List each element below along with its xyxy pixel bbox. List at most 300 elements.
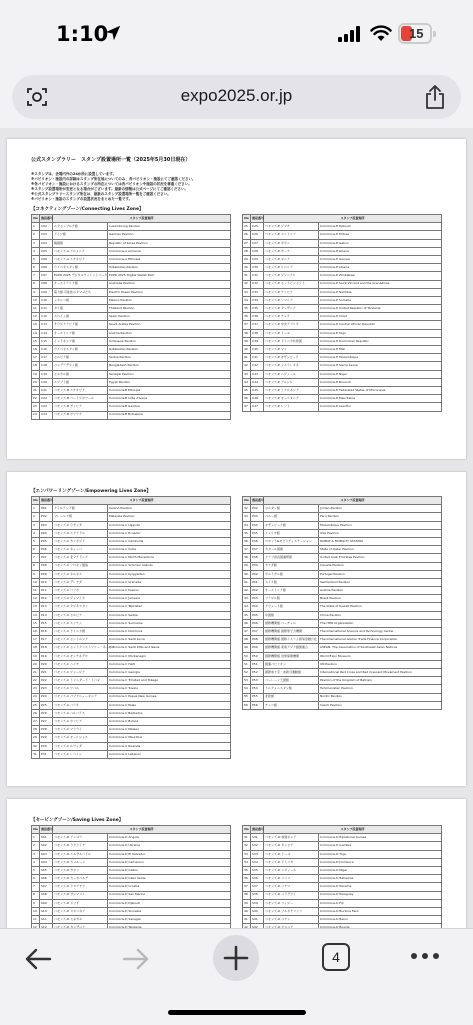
cell-name-en: Commons-E Mozambique [319,354,442,362]
table-row [243,378,442,386]
col-header-no: No [243,215,251,223]
cell-no: 26 [243,231,251,239]
cell-name-ja: コモンズ-B ボツワナ [53,411,108,419]
table-row [32,883,231,891]
cell-name-en: Commons-D Ukraine [108,842,231,850]
cell-code: P02 [40,513,53,521]
col-header-code: 施設番号 [251,497,264,505]
cell-name-en: The International Islamic Trade Finance Corporation [319,636,442,644]
cell-name-en: Commons-E Djibouti [319,223,442,231]
cell-code: S11 [40,916,53,924]
cell-no: 6 [32,875,40,883]
table-row [32,280,231,288]
table-row [32,513,231,521]
table-row [32,850,231,858]
table-header-row [243,826,442,834]
cell-name-en: Commons-C Trinidad and Tobago [108,677,231,685]
cell-no: 54 [243,685,251,693]
cell-no: 26 [32,709,40,717]
col-header-place: スタンプ設置場所 [53,826,231,834]
table-row [32,231,231,239]
table-row [243,916,442,924]
cell-name-ja: コモンズ-E シエラレオネ [264,362,319,370]
cell-code: P28 [40,726,53,734]
cell-no: 31 [32,750,40,758]
cell-name-ja: コモンズ-C キューバ [53,546,108,554]
cell-name-en: Commons-C Suriname [108,619,231,627]
cell-code: C19 [40,370,53,378]
cell-name-en: China Pavilion [319,611,442,619]
plus-icon [223,945,249,971]
cell-no: 35 [243,866,251,874]
cell-name-en: Commons-C Uganda [108,521,231,529]
cell-name-en: Commons-C Solomon Islands [108,562,231,570]
cell-code: C34 [251,296,264,304]
cell-name-ja: コモンズ-C モーリシャス [53,734,108,742]
cell-no: 37 [243,321,251,329]
table-row [32,578,231,586]
table-row [32,570,231,578]
status-time: 1:10 [56,22,109,46]
cell-code: P32 [251,505,264,513]
cell-name-en: International Red Cross and Red Crescent Movement Pavilion [319,668,442,676]
cell-name-en: Mozambique Pavilion [319,521,442,529]
cell-no: 47 [243,403,251,411]
cell-name-en: Uzbekistan Pavilion [108,264,231,272]
cell-no: 28 [32,726,40,734]
cell-name-en: Commons-D Panama [319,883,442,891]
cell-name-en: Luxembourg Pavilion [108,223,231,231]
cell-name-en: Peru Pavilion [319,513,442,521]
cell-name-ja: コモンズ-E ガボン [264,239,319,247]
table-row [243,619,442,627]
cell-no: 25 [243,223,251,231]
cell-code: S06 [40,875,53,883]
cell-name-ja: コモンズ-E ブルンジ [264,378,319,386]
cell-code: P37 [251,546,264,554]
cell-name-en: Commons-C Tajikistan [108,603,231,611]
cell-name-en: Commons-D Paraguay [319,891,442,899]
cell-code: C42 [251,362,264,370]
cell-name-ja: 国連パビリオン [264,660,319,668]
cell-code: P09 [40,570,53,578]
cell-name-en: Commons-D Burkina Faso [319,907,442,915]
table-row [32,858,231,866]
cell-name-ja: コモンズ-C トリニダード・トバゴ [53,677,108,685]
cell-name-ja: コモンズ-C モンテネグロ [53,652,108,660]
cell-name-ja: コモンズ-C ウガンダ [53,521,108,529]
cell-name-en: Commons-D Senegal [108,916,231,924]
cell-code: S41 [251,916,264,924]
cell-name-ja: 国際機関館 バーチャル [264,619,319,627]
cell-name-en: Commons-E Mali [319,346,442,354]
cell-code: C15 [40,337,53,345]
cell-no: 37 [243,883,251,891]
cell-no: 2 [32,842,40,850]
url-text[interactable]: expo2025.or.jp [180,86,293,105]
cell-name-en: Commons-D Dominica [319,858,442,866]
cell-name-ja: コモンズ-C ジョージア [53,668,108,676]
table-row [32,554,231,562]
cell-name-ja: アイルランド館 [53,505,108,513]
table-row [32,742,231,750]
cell-code: P35 [251,529,264,537]
table-row [243,305,442,313]
cell-name-en: Commons-C North Macedonia [108,554,231,562]
cell-code: S32 [251,842,264,850]
cell-name-en: Commons-C Palau [108,701,231,709]
stamp-table-right [242,214,442,412]
cell-name-ja: サウジアラビア館 [53,321,108,329]
cell-code: C41 [251,354,264,362]
cell-name-ja: オーストリア館 [264,587,319,595]
cell-no: 6 [32,264,40,272]
cell-code: C37 [251,321,264,329]
table-row [32,346,231,354]
table-row [32,842,231,850]
cell-no: 23 [32,685,40,693]
cell-name-en: Commons-C Kyrgyzstan [108,570,231,578]
cell-name-ja: コモンズ-D ガボン [53,866,108,874]
table-row [32,644,231,652]
location-arrow-icon [104,24,122,42]
cell-code: P21 [40,668,53,676]
cell-name-en: Commons-C Malawi [108,726,231,734]
cell-no: 17 [32,636,40,644]
cell-code: P42 [251,587,264,595]
cell-code: P17 [40,636,53,644]
table-row [243,693,442,701]
table-row [243,313,442,321]
cell-no: 4 [32,858,40,866]
cell-name-ja: 国際機関館 国際原子力機関 [264,628,319,636]
cell-name-ja: コモンズ-E ジンバブエ [264,272,319,280]
cell-code: P18 [40,644,53,652]
cell-no: 17 [32,354,40,362]
cell-code: P51 [251,660,264,668]
cell-name-en: Commons-C Mauritius [108,734,231,742]
cell-name-ja: コモンズ-C エクアドル [53,529,108,537]
cell-code: P39 [251,562,264,570]
cell-name-ja: インドネシア館 [53,337,108,345]
cell-code: P47 [251,628,264,636]
cell-name-en: Commons-E Burundi [319,378,442,386]
cell-no: 21 [32,386,40,394]
cell-name-en: Commons-D San Marino [108,891,231,899]
cell-name-en: Commons-D El Salvador [108,850,231,858]
cell-code: C36 [251,313,264,321]
cell-code: P31 [40,750,53,758]
cell-code: P20 [40,660,53,668]
cell-name-en: Czech Pavilion [319,701,442,709]
cell-code: C12 [40,313,53,321]
table-row [243,231,442,239]
cell-name-ja: コモンズ-E ギニア [264,255,319,263]
note-line: ※パビリオン・施設のスタンプの設置状況をまとめた一覧です。 [31,197,133,201]
cell-name-ja: コモンズ-C ソロモン諸島 [53,562,108,570]
cell-no: 34 [243,296,251,304]
cell-name-ja: コモンズ-E レソト [264,403,319,411]
tabs-icon[interactable] [322,943,350,971]
table-row [243,685,442,693]
cell-name-en: Commons-B Côte d'Ivoire [108,395,231,403]
cell-no: 36 [243,875,251,883]
cell-no: 39 [243,337,251,345]
table-row [243,570,442,578]
table-row [32,223,231,231]
stamp-table-left [31,825,231,941]
cell-name-ja: タイ館 [53,305,108,313]
cell-name-ja: コモンズ-E リベリア [264,264,319,272]
table-row [32,264,231,272]
cell-no: 30 [243,264,251,272]
tab-count: 4 [332,949,340,965]
cell-name-en: ASEAN: The Association of Southeast Asian Nations [319,644,442,652]
cell-code: C35 [251,305,264,313]
cell-code: S03 [40,850,53,858]
cell-no: 16 [32,346,40,354]
cell-no: 34 [243,521,251,529]
new-tab-button[interactable] [213,935,259,981]
more-icon[interactable] [410,951,440,961]
cell-code: P41 [251,578,264,586]
cell-no: 9 [32,570,40,578]
table-row [32,296,231,304]
cell-name-ja: コモンズ-D 赤道ギニア [264,834,319,842]
table-row [32,866,231,874]
cell-name-en: Pavilion of the Kingdom of Bahrain [319,677,442,685]
cell-name-ja: ウズベキスタン館 [53,264,108,272]
cell-name-en: Commons-D Togo [319,850,442,858]
cell-code: C38 [251,329,264,337]
table-row [32,709,231,717]
cell-name-en: Nordic Pavilion [319,693,442,701]
table-row [32,660,231,668]
cell-name-ja: カタール国館 [264,546,319,554]
cell-name-en: United Arab Emirates Pavilion [319,554,442,562]
cell-no: 36 [243,313,251,321]
pdf-viewer[interactable] [0,128,473,928]
battery-percent: 15 [409,26,424,41]
table-row [243,562,442,570]
cell-no: 43 [243,370,251,378]
cell-name-en: Commons-D Gambia [319,842,442,850]
cell-no: 19 [32,370,40,378]
cell-name-en: Commons-E Eritrea [319,231,442,239]
cell-name-ja: コモンズ-A エチオピア [53,255,108,263]
cell-name-en: German Pavilion [108,231,231,239]
cell-name-en: Commons-E Somalia [319,296,442,304]
cell-code: P13 [40,603,53,611]
cell-no: 8 [32,891,40,899]
table-row [243,595,442,603]
cell-code: P10 [40,578,53,586]
cell-code: C18 [40,362,53,370]
table-row [32,726,231,734]
cell-name-ja: コモンズ-D セネガル [53,916,108,924]
cell-code: P30 [40,742,53,750]
table-row [243,858,442,866]
address-bar[interactable] [12,75,461,119]
cell-code: P01 [40,505,53,513]
cell-no: 40 [243,907,251,915]
cell-name-en: Commons-C Kosovo [108,587,231,595]
note-line: ※パビリオン・施設内の詳細はスタンプ所在地についてのみ、各パビリオン・施設にてご確認ください。 [31,177,196,181]
zone-heading: 【エンパワーリングゾーン/Empowering Lives Zone】 [31,489,151,494]
cell-name-en: Commons-E Central African Republic [319,321,442,329]
forward-arrow-icon[interactable] [120,943,152,975]
cell-name-en: Commons-C Saint Lucia [108,636,231,644]
cell-name-en: Commons-D Croatia [108,883,231,891]
cell-name-en: Commons-C Bolivia [108,718,231,726]
cell-code: S33 [251,850,264,858]
cell-name-en: Ireland Pavilion [108,505,231,513]
cell-name-ja: 国際赤十字・赤新月運動館 [264,668,319,676]
table-header-row [32,497,231,505]
table-row [32,537,231,545]
cell-code: P27 [40,718,53,726]
cell-code: P26 [40,709,53,717]
cell-code: C39 [251,337,264,345]
table-row [243,403,442,411]
table-row [243,883,442,891]
cell-no: 46 [243,619,251,627]
cell-name-ja: コモンズ-E ジブチ [264,223,319,231]
cell-name-ja: コモンズ-D ニジェール [264,866,319,874]
cell-name-ja: コモンズ-C カンボジア [53,537,108,545]
table-row [243,677,442,685]
cell-name-en: Portugal Pavilion [319,570,442,578]
cell-name-ja: モザンビーク館 [264,521,319,529]
cell-name-ja: トルクメニスタン館 [264,685,319,693]
cell-no: 8 [32,562,40,570]
battery-nub [433,31,436,37]
table-row [243,603,442,611]
table-row [32,595,231,603]
cell-no: 7 [32,883,40,891]
cell-name-en: Commons-E Zimbabwe [319,272,442,280]
table-row [243,370,442,378]
cell-code: P06 [40,546,53,554]
cell-code: C28 [251,247,264,255]
cell-code: P29 [40,734,53,742]
cell-no: 2 [32,231,40,239]
cell-code: S34 [251,858,264,866]
cell-name-ja: バングラデシュ館 [53,362,108,370]
table-row [243,866,442,874]
cell-name-en: Commons-E Namibia [319,288,442,296]
cell-no: 31 [243,272,251,280]
cell-name-ja: 北欧館 [264,693,319,701]
cell-name-ja: コモンズ-D ウクライナ [53,842,108,850]
share-icon[interactable] [425,84,445,110]
cell-name-ja: コモンズ-D スロバキア [53,907,108,915]
cell-name-en: Commons-C Ecuador [108,529,231,537]
cell-name-en: EXPO 2025 Digital Wallet Park [108,272,231,280]
cell-name-ja: コモンズ-E ミクロネシア [264,386,319,394]
cell-no: 41 [243,916,251,924]
cell-code: P05 [40,537,53,545]
table-row [32,619,231,627]
cell-name-ja: アメリカ館 [264,529,319,537]
cell-name-ja: セネガル館 [53,370,108,378]
cell-no: 21 [32,668,40,676]
cell-name-en: The State of Kuwait Pavilion [319,603,442,611]
cellular-signal-icon [338,26,362,42]
cell-no: 32 [243,505,251,513]
cell-code: C20 [40,378,53,386]
back-arrow-icon[interactable] [22,943,54,975]
cell-name-en: Commons-D Cabo Verde [108,875,231,883]
cell-code: C31 [251,272,264,280]
cell-name-en: Commons-C Lebanon [108,750,231,758]
table-row [32,521,231,529]
cell-name-ja: コモンズ-C タジキスタン [53,603,108,611]
cell-name-ja: コモンズ-D パラグアイ [264,891,319,899]
cell-code: P11 [40,587,53,595]
cell-code: P03 [40,521,53,529]
table-row [243,321,442,329]
cell-no: 3 [32,521,40,529]
cell-name-en: Commons-C Montenegro [108,652,231,660]
cell-name-ja: コモンズ-D サンマリノ [53,891,108,899]
cell-name-en: Commons-D Angola [108,834,231,842]
cell-name-en: Commons-E Liberia [319,264,442,272]
cell-name-ja: コモンズ-D カーボベルデ [53,875,108,883]
cell-name-ja: 国際機関館 東南アジア諸国連合 [264,644,319,652]
cell-name-ja: ウズベキスタン館 [53,346,108,354]
cell-name-en: Turkmenistan Pavilion [319,685,442,693]
cell-no: 44 [243,603,251,611]
cell-code: P49 [251,644,264,652]
cell-no: 12 [32,595,40,603]
cell-name-ja: ポルトガル館 [264,570,319,578]
table-row [32,562,231,570]
col-header-code: 施設番号 [40,826,53,834]
pdf-page-2 [7,472,466,786]
col-header-no: No [243,826,251,834]
cell-code: S05 [40,866,53,874]
cell-code: P24 [40,693,53,701]
cell-name-en: Commons-C Serbia [108,611,231,619]
cell-name-en: Commons-E Federated States of Micronesia [319,386,442,394]
table-row [243,529,442,537]
cell-name-en: Commons-C Tuvalu [108,685,231,693]
cell-no: 27 [243,239,251,247]
cell-name-ja: スペイン館 [53,313,108,321]
cell-no: 4 [32,247,40,255]
cell-name-ja: コモンズ-D エルサルバドル [53,850,108,858]
cell-no: 24 [32,411,40,419]
cell-no: 22 [32,677,40,685]
cell-code: C23 [40,403,53,411]
table-row [243,513,442,521]
table-row [32,354,231,362]
cell-no: 32 [243,842,251,850]
cell-name-ja: オーストラリア館 [53,280,108,288]
cell-no: 14 [32,611,40,619]
cell-no: 33 [243,513,251,521]
table-row [243,337,442,345]
cell-name-ja: コモンズ-D カメルーン [53,858,108,866]
table-row [243,505,442,513]
cell-code: P15 [40,619,53,627]
cell-name-en: Commons-E Gabon [319,239,442,247]
zone-heading: 【コネクティングゾーン/Connecting Lives Zone】 [31,207,144,212]
cell-no: 2 [32,513,40,521]
cell-code: P38 [251,554,264,562]
cell-no: 7 [32,272,40,280]
